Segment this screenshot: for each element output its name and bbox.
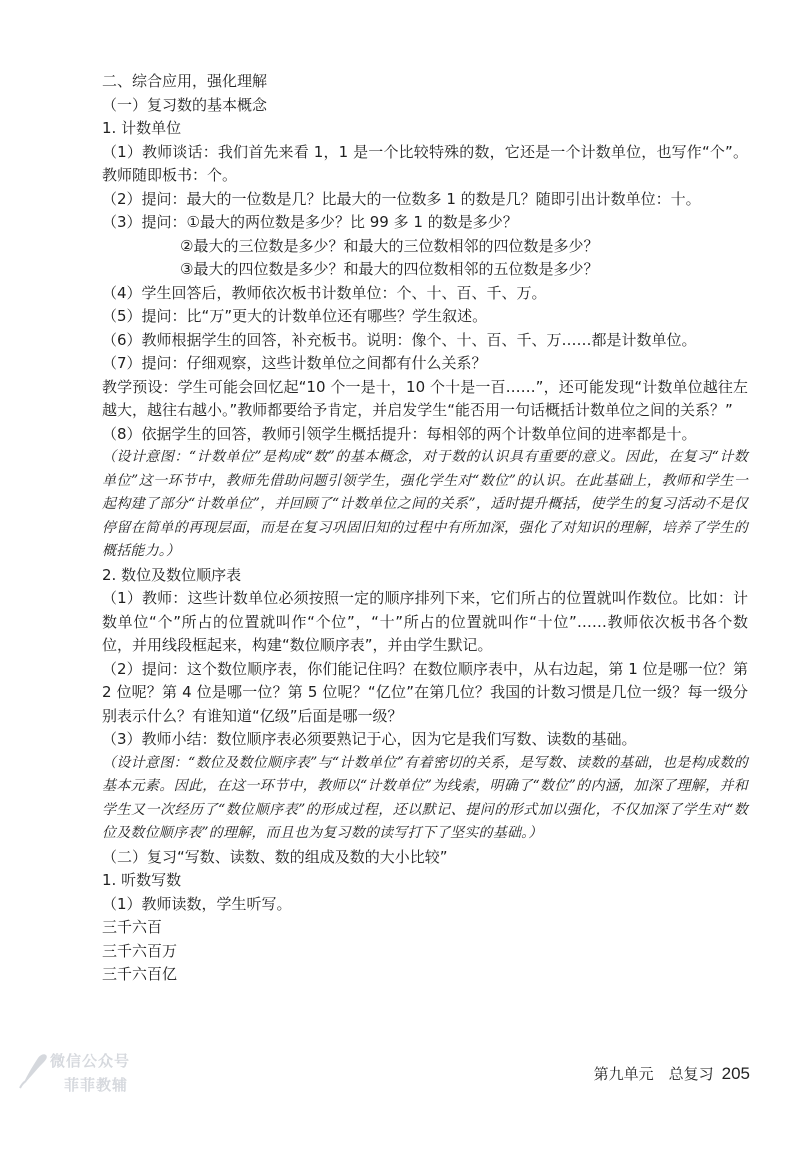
topic-heading: 1. 听数写数	[102, 871, 182, 889]
paragraph: （1）教师：这些计数单位必须按照一定的顺序排列下来，它们所占的位置就叫作数位。比如：计数单位“个”所占的位置就叫作“个位”，“十”所占的位置就叫作“十位”……教师依次板书各个数位，并用线段框起来，构建“数位顺序表”，并由学生默记。	[102, 589, 748, 654]
paragraph: （2）提问：这个数位顺序表，你们能记住吗？在数位顺序表中，从右边起，第 1 位是哪一位？第 2 位呢？第 4 位是哪一位？第 5 位呢？“亿位”在第几位？我国的计数习惯是几位一级？每一级分别表示什么？有谁知道“亿级”后面是哪一级？	[102, 659, 748, 725]
paragraph: （1）教师谈话：我们首先来看 1，1 是一个比较特殊的数，它还是一个计数单位，也写作“个”。教师随即板书：个。	[102, 142, 748, 184]
paragraph: （2）提问：最大的一位数是几？比最大的一位数多 1 的数是几？随即引出计数单位：十。	[102, 189, 701, 208]
topic-heading: 1. 计数单位	[102, 119, 182, 137]
brush-icon	[16, 1048, 50, 1090]
section-heading: 二、综合应用，强化理解	[102, 72, 268, 90]
paragraph: （8）依据学生的回答，教师引领学生概括提升：每相邻的两个计数单位间的进率都是十。	[102, 424, 697, 443]
paragraph: ③最大的四位数是多少？和最大的四位数相邻的五位数是多少？	[180, 260, 599, 278]
watermark-line1: 微信公众号	[50, 1052, 131, 1070]
paragraph: （3）提问：①最大的两位数是多少？比 99 多 1 的数是多少？	[102, 213, 518, 231]
paragraph: （1）教师读数，学生听写。	[102, 894, 292, 913]
watermark	[10, 1042, 150, 1102]
paragraph: （7）提问：仔细观察，这些计数单位之间都有什么关系？	[102, 354, 487, 372]
page-number: 205	[721, 1064, 750, 1083]
design-note: （设计意图：“数位及数位顺序表”与“计数单位”有着密切的关系，是写数、读数的基础，也是构成数的基本元素。因此，在这一环节中，教师以“计数单位”为线索，明确了“数位”的内涵，加深了理解，并和学生又一次经历了“数位顺序表”的形成过程，还以默记、提问的形式加以强化，不仅加深了学生对“数位及数位顺序表”的理解，而且也为复习数的读写打下了坚实的基础。）	[102, 754, 748, 841]
number-item: 三千六百万	[102, 941, 178, 960]
paragraph: （6）教师根据学生的回答，补充板书。说明：像个、十、百、千、万……都是计数单位。	[102, 330, 697, 349]
paragraph: （5）提问：比“万”更大的计数单位还有哪些？学生叙述。	[102, 307, 488, 325]
paragraph: （4）学生回答后，教师依次板书计数单位：个、十、百、千、万。	[102, 283, 547, 302]
unit-label: 第九单元 总复习	[593, 1065, 714, 1083]
topic-heading: 2. 数位及数位顺序表	[102, 565, 242, 584]
subsection-heading: （二）复习“写数、读数、数的组成及数的大小比较”	[102, 847, 448, 866]
number-item: 三千六百	[102, 918, 163, 936]
paragraph: 教学预设：学生可能会回忆起“10 个一是十，10 个十是一百……”，还可能发现“计数单位越往左越大，越往右越小。”教师都要给予肯定，并启发学生“能否用一句话概括计数单位之间的关系？”	[102, 377, 748, 419]
number-item: 三千六百亿	[102, 965, 178, 983]
design-note: （设计意图：“计数单位”是构成“数”的基本概念，对于数的认识具有重要的意义。因此，在复习“计数单位”这一环节中，教师先借助问题引领学生，强化学生对“数位”的认识。在此基础上，教师和学生一起构建了部分“计数单位”，并回顾了“计数单位之间的关系”，适时提升概括，使学生的复习活动不是仅停留在简单的再现层面，而是在复习巩固旧知的过程中有所加深，强化了对知识的理解，培养了学生的概括能力。）	[102, 449, 748, 559]
page-footer	[560, 1063, 750, 1084]
watermark-line2: 菲菲教辅	[64, 1076, 129, 1094]
paragraph: （3）教师小结：数位顺序表必须要熟记于心，因为它是我们写数、读数的基础。	[102, 730, 637, 748]
subsection-heading: （一）复习数的基本概念	[102, 95, 268, 114]
page-content	[102, 70, 748, 987]
paragraph: ②最大的三位数是多少？和最大的三位数相邻的四位数是多少？	[180, 236, 599, 255]
